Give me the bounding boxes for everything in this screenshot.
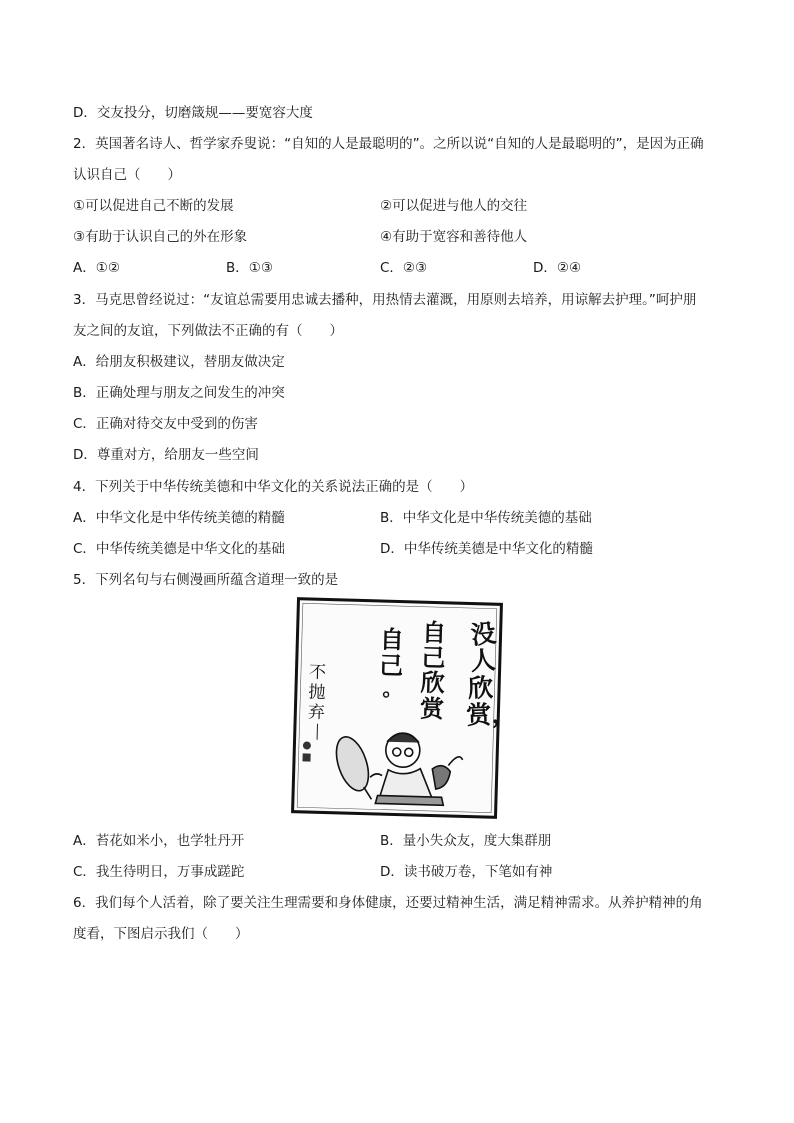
q6-stem-line2: 度看，下图启示我们（ ） bbox=[73, 926, 249, 942]
q2-item-1: ①可以促进自己不断的发展 bbox=[73, 198, 234, 214]
q6-stem-line1: 6．我们每个人活着，除了要关注生理需要和身体健康，还要过精神生活，满足精神需求。从养护精神的角 bbox=[73, 895, 703, 911]
stamp-icon bbox=[302, 753, 310, 761]
q4-option-a: A．中华文化是中华传统美德的精髓 bbox=[73, 510, 285, 526]
q2-options-row bbox=[73, 258, 733, 278]
q2-option-d: D．②④ bbox=[533, 260, 582, 276]
q1-option-d: D．交友投分，切磨箴规——要宽容大度 bbox=[73, 105, 313, 121]
q4-options-row2 bbox=[73, 539, 733, 559]
q5-option-b: B．量小失众友，度大集群朋 bbox=[380, 833, 552, 849]
q2-items-row1 bbox=[73, 196, 733, 216]
q3-stem-line1: 3．马克思曾经说过：“友谊总需要用忠诚去播种，用热情去灌溉，用原则去培养，用谅解去护理。”呵护朋 bbox=[73, 292, 697, 308]
caption-col-3c: 。 bbox=[382, 676, 403, 702]
q5-option-c: C．我生待明日，万事成蹉跎 bbox=[73, 864, 245, 880]
caption-col-2: 自 bbox=[421, 618, 447, 648]
caption-col-1d: 赏， bbox=[465, 698, 517, 730]
q2-item-2: ②可以促进与他人的交往 bbox=[380, 198, 528, 214]
q2-option-c: C．②③ bbox=[380, 260, 428, 276]
q4-option-c: C．中华传统美德是中华文化的基础 bbox=[73, 541, 285, 557]
q4-stem: 4．下列关于中华传统美德和中华文化的关系说法正确的是（ ） bbox=[73, 479, 474, 495]
q4-options-row1 bbox=[73, 508, 733, 528]
caption-col-1c: 欣 bbox=[467, 672, 494, 703]
q2-stem-line1: 2．英国著名诗人、哲学家乔叟说：“自知的人是最聪明的”。之所以说“自知的人是最聪明的”，是因为正确 bbox=[73, 136, 704, 152]
q3-option-d: D．尊重对方，给朋友一些空间 bbox=[73, 447, 259, 463]
cartoon-drawing bbox=[291, 597, 517, 819]
caption-col-3b: 己 bbox=[378, 651, 404, 681]
q2-items-row2 bbox=[73, 227, 733, 247]
q2-option-a: A．①② bbox=[73, 260, 120, 276]
side-title-char-3: 弃 bbox=[307, 702, 326, 723]
q5-option-a: A．苔花如米小，也学牡丹开 bbox=[73, 833, 245, 849]
q3-stem-line2: 友之间的友谊，下列做法不正确的有（ ） bbox=[73, 323, 343, 339]
caption-col-2c: 欣 bbox=[420, 668, 446, 698]
q2-option-b: B．①③ bbox=[226, 260, 273, 276]
caption-col-1: 没 bbox=[469, 618, 498, 651]
q2-item-3: ③有助于认识自己的外在形象 bbox=[73, 229, 248, 245]
side-title-char-2: 抛 bbox=[308, 682, 326, 703]
caption-col-3: 自 bbox=[379, 625, 405, 655]
q3-option-b: B．正确处理与朋友之间发生的冲突 bbox=[73, 385, 285, 401]
q2-stem-line2: 认识自己（ ） bbox=[73, 167, 181, 183]
q3-option-a: A．给朋友积极建议，替朋友做决定 bbox=[73, 354, 285, 370]
q5-options-row1 bbox=[73, 831, 733, 851]
q4-option-b: B．中华文化是中华传统美德的基础 bbox=[380, 510, 592, 526]
cartoon-image bbox=[291, 597, 517, 819]
q4-option-d: D．中华传统美德是中华文化的精髓 bbox=[380, 541, 593, 557]
caption-col-1b: 人 bbox=[469, 645, 497, 677]
side-title-char-1: 不 bbox=[308, 662, 327, 683]
q5-options-row2 bbox=[73, 862, 733, 882]
q5-option-d: D．读书破万卷，下笔如有神 bbox=[380, 864, 553, 880]
caption-col-2b: 己 bbox=[421, 643, 446, 673]
caption-col-2d: 赏 bbox=[419, 694, 445, 724]
q2-item-4: ④有助于宽容和善待他人 bbox=[380, 229, 528, 245]
q5-stem: 5．下列名句与右侧漫画所蕴含道理一致的是 bbox=[73, 572, 339, 588]
q3-option-c: C．正确对待交友中受到的伤害 bbox=[73, 416, 258, 432]
